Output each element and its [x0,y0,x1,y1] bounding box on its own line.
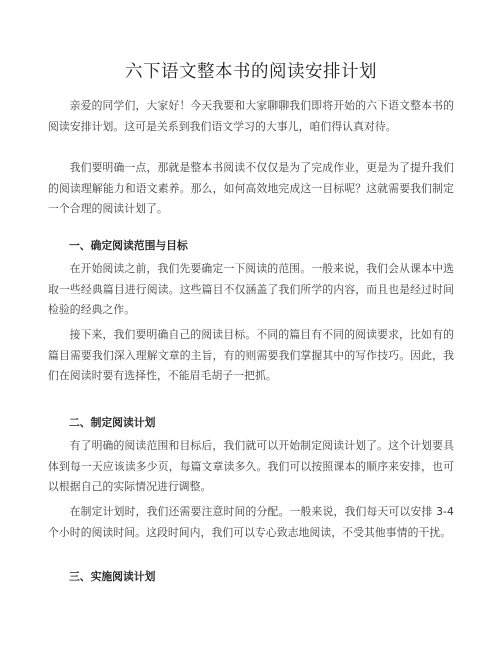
section-heading-1: 一、确定阅读范围与目标 [69,239,188,252]
section-heading-2: 二、制定阅读计划 [69,416,156,429]
paragraph-scope: 在开始阅读之前，我们先要确定一下阅读的范围。一般来说，我们会从课本中选取一些经典篇目进行阅读。这些篇目不仅涵盖了我们所学的内容，而且也是经过时间检验的经典之作。 [48,262,454,316]
paragraph-intro: 我们要明确一点，那就是整本书阅读不仅仅是为了完成作业，更是为了提升我们的阅读理解能力和语文素养。那么，如何高效地完成这一目标呢？这就需要我们制定一个合理的阅读计划了。 [48,161,454,215]
paragraph-greeting: 亲爱的同学们，大家好！今天我要和大家聊聊我们即将开始的六下语文整本书的阅读安排计划。这可是关系到我们语文学习的大事儿，咱们得认真对待。 [48,99,454,133]
paragraph-plan: 有了明确的阅读范围和目标后，我们就可以开始制定阅读计划了。这个计划要具体到每一天应该读多少页，每篇文章读多久。我们可以按照课本的顺序来安排，也可以根据自己的实际情况进行调整。 [48,439,454,493]
paragraph-time: 在制定计划时，我们还需要注意时间的分配。一般来说，我们每天可以安排 3-4 个小时的阅读时间。这段时间内，我们可以专心致志地阅读，不受其他事情的干扰。 [48,505,454,539]
paragraph-goals: 接下来，我们要明确自己的阅读目标。不同的篇目有不同的阅读要求，比如有的篇目需要我们深入理解文章的主旨，有的则需要我们掌握其中的写作技巧。因此，我们在阅读时要有选择性，不能眉毛胡子一把抓。 [48,328,454,382]
document-title: 六下语文整本书的阅读安排计划 [125,62,377,82]
section-heading-3: 三、实施阅读计划 [69,570,156,583]
